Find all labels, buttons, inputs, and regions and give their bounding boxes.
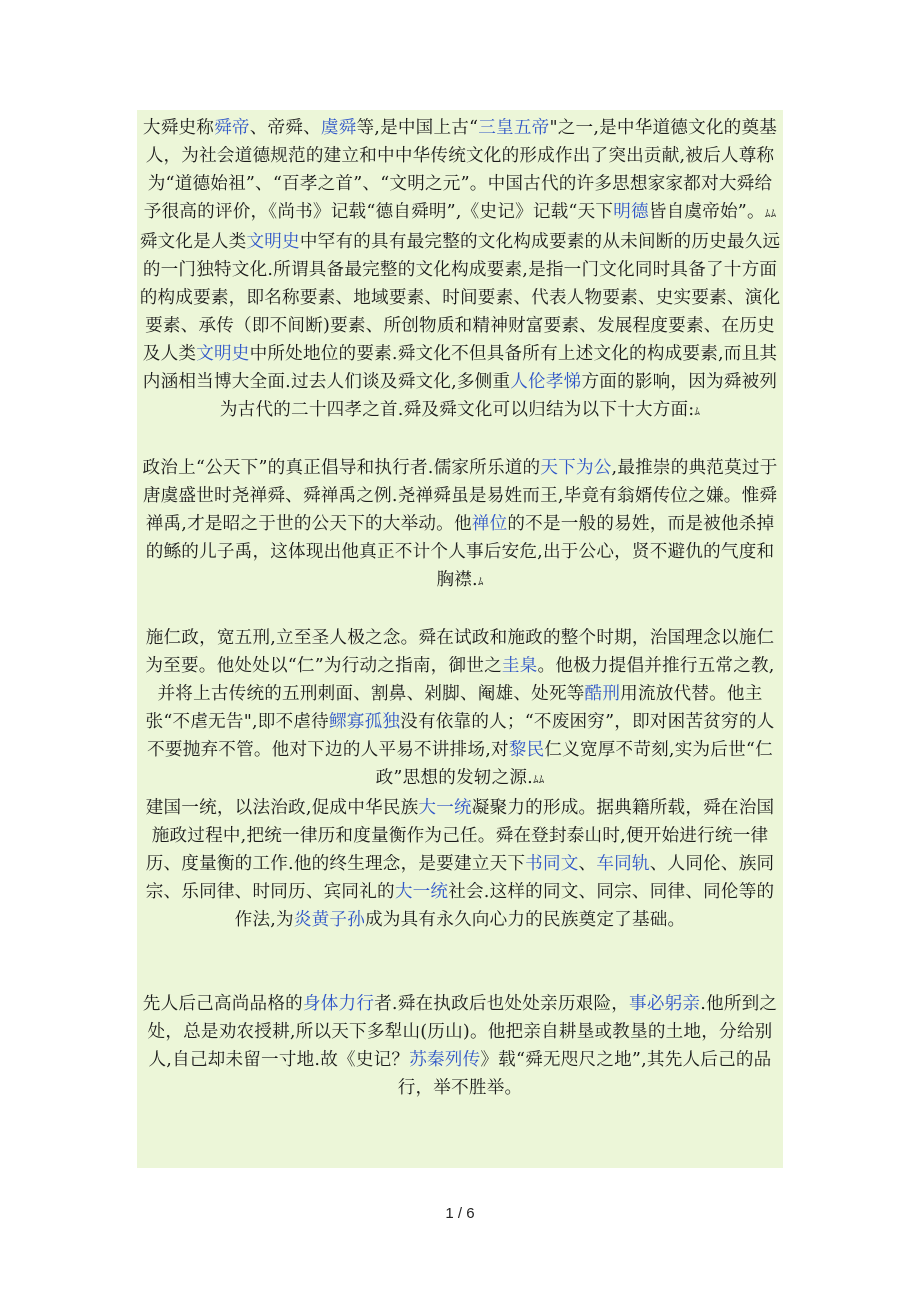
hyperlink[interactable]: 禅位 bbox=[471, 514, 508, 534]
paragraph-text: 建国一统，以法治政,促成中华民族 bbox=[145, 798, 419, 818]
paragraph-2 bbox=[139, 228, 781, 426]
hyperlink[interactable]: 人伦孝悌 bbox=[510, 372, 582, 392]
paragraph-gap bbox=[139, 596, 781, 624]
hyperlink[interactable]: 舜帝 bbox=[214, 118, 250, 138]
hyperlink[interactable]: 身体力行 bbox=[302, 994, 375, 1014]
hyperlink[interactable]: 圭臬 bbox=[501, 656, 538, 676]
paragraph-text: 方面的影响，因为舜被列为古代的二十四孝之首.舜及舜文化可以归结为以下十大方面: bbox=[219, 372, 778, 420]
hyperlink[interactable]: 鳏寡孤独 bbox=[328, 712, 401, 732]
paragraph-5 bbox=[139, 794, 781, 934]
paragraph-gap bbox=[139, 426, 781, 454]
paragraph-gap bbox=[139, 934, 781, 990]
hyperlink[interactable]: 文明史 bbox=[246, 232, 300, 252]
paragraph-end-mark: ﾑ bbox=[694, 405, 701, 418]
paragraph-text: ,最推崇的典范莫过于唐虞盛世时尧禅舜、舜禅禹之例.尧禅舜虽是易姓而王,毕竟有翁婿传位之嫌。惟舜禅禹,才是昭之于世的公天下的大举动。他 bbox=[142, 458, 778, 534]
paragraph-text: 》载“舜无咫尺之地”,其先人后己的品行，举不胜举。 bbox=[397, 1050, 772, 1098]
paragraph-text: 中所处地位的要素.舜文化不但具备所有上述文化的构成要素,而且其内涵相当博大全面.过去人们谈及舜文化,多侧重 bbox=[142, 344, 778, 392]
hyperlink[interactable]: 书同文 bbox=[525, 854, 579, 874]
hyperlink[interactable]: 文明史 bbox=[196, 344, 250, 364]
hyperlink[interactable]: 三皇五帝 bbox=[478, 118, 550, 138]
paragraph-text: .他所到之处，总是劝农授耕,所以天下多犁山(历山)。他把亲自耕垦或教垦的土地，分给别人,自己却未留一寸地.故《史记？ bbox=[147, 994, 778, 1070]
paragraph-text: 政治上“公天下”的真正倡导和执行者.儒家所乐道的 bbox=[142, 458, 541, 478]
document-body bbox=[137, 110, 783, 1168]
paragraph-end-mark: ﾑﾑ bbox=[764, 207, 777, 220]
hyperlink[interactable]: 车同轨 bbox=[596, 854, 650, 874]
hyperlink[interactable]: 大一统 bbox=[394, 882, 449, 902]
paragraph-text: 社会.这样的同文、同宗、同律、同伦等的作法,为 bbox=[234, 882, 775, 930]
paragraph-text: 等,是中国上古“ bbox=[356, 118, 479, 138]
hyperlink[interactable]: 事必躬亲 bbox=[629, 994, 701, 1014]
paragraph-text: 、 bbox=[578, 854, 597, 874]
paragraph-end-mark: ﾑﾑ bbox=[532, 773, 545, 786]
paragraph-text: 凝聚力的形成。据典籍所载，舜在治国施政过程中,把统一律历和度量衡作为己任。舜在登封泰山时,便开始进行统一律历、度量衡的工作.他的终生理念，是要建立天下 bbox=[145, 798, 775, 874]
paragraph-text: 施仁政，宽五刑,立至圣人极之念。舜在试政和施政的整个时期，治国理念以施仁为至要。他处处以“仁”为行动之指南，御世之 bbox=[145, 628, 775, 676]
paragraph-text: 者.舜在执政后也处处亲历艰险， bbox=[374, 994, 630, 1014]
hyperlink[interactable]: 酷刑 bbox=[584, 684, 621, 704]
hyperlink[interactable]: 虞舜 bbox=[320, 118, 357, 138]
paragraph-text: 大舜史称 bbox=[142, 118, 215, 138]
hyperlink[interactable]: 黎民 bbox=[508, 740, 545, 760]
hyperlink[interactable]: 炎黄子孙 bbox=[293, 910, 366, 930]
paragraph-end-mark: ﾑ bbox=[477, 575, 484, 588]
paragraph-text: 先人后己高尚品格的 bbox=[142, 994, 303, 1014]
paragraph-text: 皆自虞帝始”。 bbox=[648, 202, 765, 222]
paragraph-text: 。他极力提倡并推行五常之教,并将上古传统的五刑刺面、割鼻、剁脚、阉雄、处死等 bbox=[157, 656, 775, 704]
hyperlink[interactable]: 苏秦列传 bbox=[409, 1050, 481, 1070]
paragraph-text: 成为具有永久向心力的民族奠定了基础。 bbox=[365, 910, 686, 930]
paragraph-text: 、帝舜、 bbox=[249, 118, 321, 138]
paragraph-text: 舜文化是人类 bbox=[139, 232, 247, 252]
paragraph-text: 没有依靠的人；“不废困穷”，即对困苦贫穷的人不要抛弃不管。他对下边的人平易不讲排场,对 bbox=[147, 712, 775, 760]
paragraph-6 bbox=[139, 990, 781, 1102]
paragraph-text: 仁义宽厚不苛刻,实为后世“仁政”思想的发轫之源. bbox=[375, 740, 773, 788]
page-number: 1 / 6 bbox=[445, 1205, 475, 1222]
paragraph-text: 、人同伦、族同宗、乐同律、时同历、宾同礼的 bbox=[145, 854, 775, 902]
hyperlink[interactable]: 大一统 bbox=[418, 798, 472, 818]
paragraph-text: 中罕有的具有最完整的文化构成要素的从未间断的历史最久远的一门独特文化.所谓具备最完整的文化构成要素,是指一门文化同时具备了十方面的构成要素，即名称要素、地域要素、时间要素、代表人物要素、史实要素、演化要素、承传（即不间断)要素、所创物质和精神财富要素、发展程度要素、在历史及人类 bbox=[139, 232, 781, 364]
paragraph-1 bbox=[139, 114, 781, 228]
hyperlink[interactable]: 天下为公 bbox=[540, 458, 612, 478]
paragraph-text: "之一,是中华道德文化的奠基人，为社会道德规范的建立和中中华传统文化的形成作出了突出贡献,被后人尊称为“道德始祖”、“百孝之首”、“文明之元”。中国古代的许多思想家家都对大舜给予很高的评价，《尚书》记载“德自舜明”,《史记》记载“天下 bbox=[143, 118, 778, 222]
paragraph-4 bbox=[139, 624, 781, 794]
paragraph-text: 用流放代替。他主张“不虐无告",即不虐待 bbox=[145, 684, 763, 732]
paragraph-3 bbox=[139, 454, 781, 596]
paragraph-text: 的不是一般的易姓，而是被他杀掉的鲧的儿子禹，这体现出他真正不计个人事后安危,出于公心，贤不避仇的气度和胸襟. bbox=[145, 514, 775, 590]
hyperlink[interactable]: 明德 bbox=[613, 202, 649, 222]
